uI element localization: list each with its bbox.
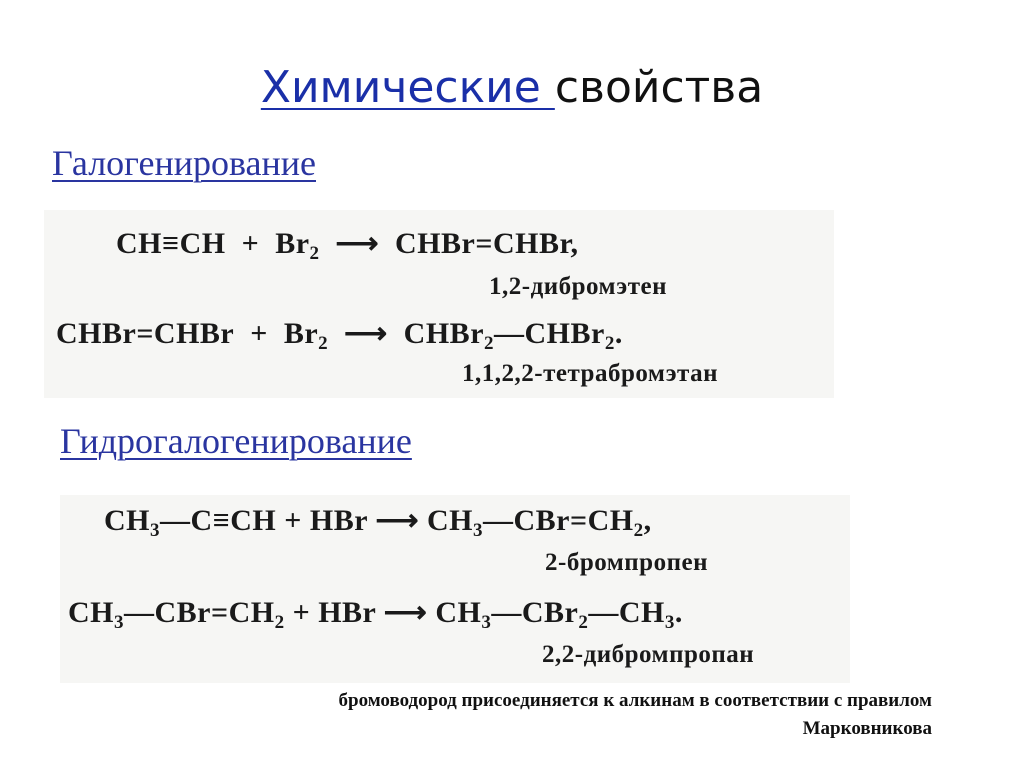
equation: $CH_3—C\equiv CH$ + HBr ⟶ $CH_3—CBr=CH_2$, — [104, 504, 652, 541]
reaction-block-hydrohalogenation — [60, 495, 850, 683]
product-name: 1,1,2,2-тетрабромэтан — [462, 360, 718, 387]
note-line-1: бромоводород присоединяется к алкинам в соответствии с правилом — [338, 690, 932, 711]
reaction-block-halogenation — [44, 210, 834, 398]
section-heading-halogenation[interactable]: Галогенирование — [52, 143, 316, 183]
title-rest: свойства — [554, 62, 764, 113]
note-line-2: Марковникова — [802, 718, 932, 739]
product-name: 2,2-дибромпропан — [542, 641, 755, 668]
section-heading-hydrohalogenation[interactable]: Гидрогалогенирование — [60, 421, 412, 461]
product-name: 1,2-дибромэтен — [489, 273, 667, 300]
equation: $CH_3—CBr=CH_2$ + HBr ⟶ $CH_3—CBr_2—CH_3$. — [68, 596, 683, 633]
equation: CHBr=CHBr + $Br_2$ ⟶ CHBr$_2$—CHBr$_2$. — [56, 317, 623, 354]
slide-title — [0, 62, 1024, 113]
title-link[interactable]: Химические — [260, 62, 555, 113]
product-name: 2-бромпропен — [545, 549, 708, 576]
equation: $CH\equiv CH + Br_2$ ⟶ CHBr=CHBr, — [116, 227, 579, 264]
